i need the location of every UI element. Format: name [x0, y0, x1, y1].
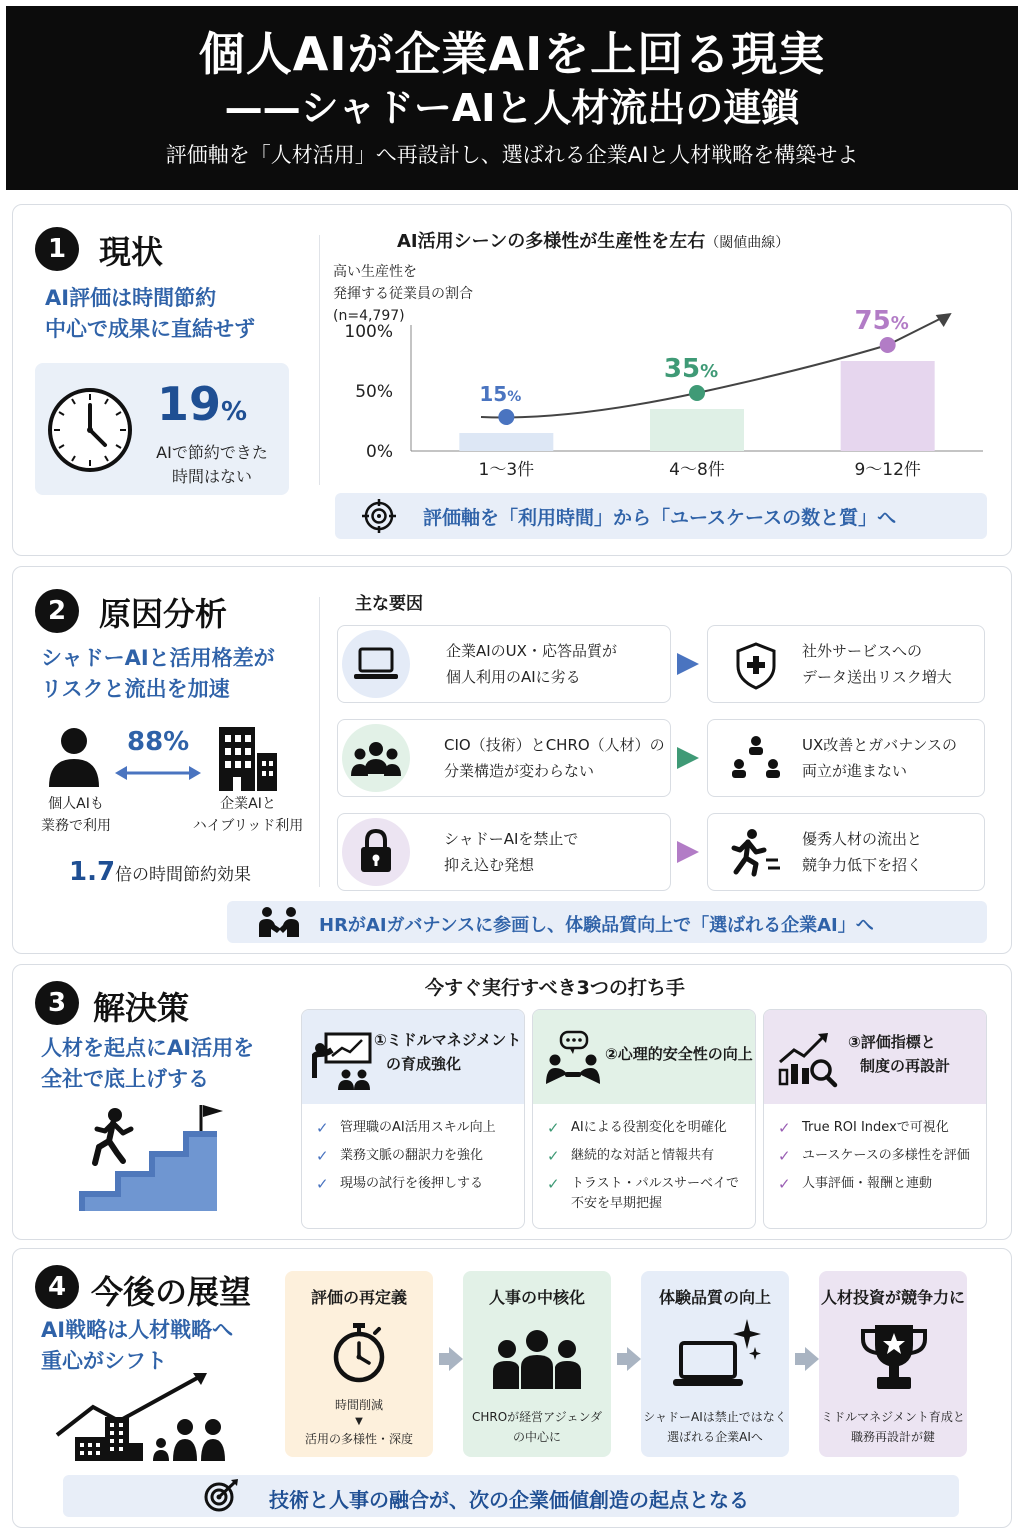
factors-label: 主な要因 — [355, 594, 423, 614]
chart-title — [397, 227, 789, 253]
factor-line: 優秀人材の流出と — [802, 830, 923, 848]
data-point — [689, 385, 705, 401]
card-text-line: 活用の多様性・深度 — [304, 1432, 413, 1446]
card-list — [547, 1118, 749, 1222]
chart-title-main: AI活用シーンの多様性が生産性を左右 — [397, 231, 706, 252]
section-title: 現状 — [99, 233, 164, 271]
chevron-icon — [439, 1353, 449, 1365]
section-subtitle — [41, 1315, 233, 1377]
bar — [650, 409, 744, 451]
factor-text — [444, 732, 665, 784]
factor-cause-2 — [337, 719, 671, 797]
label-line: 業務で利用 — [41, 818, 111, 834]
group-icon — [491, 1327, 583, 1391]
factor-line: 分業構造が変わらない — [444, 762, 595, 780]
data-label: 75% — [854, 306, 909, 336]
check-icon: ✓ — [547, 1147, 560, 1165]
card-text-line: ミドルマネジメント育成と — [821, 1410, 965, 1424]
down-arrow-icon: ▼ — [355, 1416, 363, 1427]
card-title — [374, 1028, 521, 1076]
chevron-icon — [795, 1353, 805, 1365]
banner-text: 技術と人事の融合が、次の企業価値創造の起点となる — [269, 1488, 749, 1512]
header — [6, 6, 1018, 190]
label-line: 企業AIと — [220, 796, 276, 812]
card-text-line: の中心に — [512, 1430, 561, 1444]
factor-line: 抑え込む発想 — [444, 856, 535, 874]
card-title-line: ①ミドルマネジメント — [374, 1031, 522, 1049]
stairs-flag-icon — [75, 1103, 241, 1213]
subtitle-line: シャドーAIと活用格差が — [41, 646, 275, 670]
card-text — [819, 1407, 967, 1447]
trophy-icon — [859, 1321, 929, 1393]
divider — [319, 235, 320, 485]
card-text — [463, 1407, 611, 1447]
section-number: 2 — [35, 589, 79, 633]
card-title-line: 制度の再設計 — [860, 1057, 951, 1075]
list-item — [316, 1146, 518, 1166]
card-text-line: 職務再設計が鍵 — [850, 1430, 935, 1444]
handshake-icon — [257, 905, 301, 939]
card-title: 人材投資が競争力に — [820, 1288, 965, 1307]
factor-effect-1 — [707, 625, 985, 703]
data-label-unit: % — [890, 313, 909, 334]
section-title: 解決策 — [93, 989, 190, 1027]
stat-card — [35, 363, 289, 495]
section-cause-analysis — [12, 566, 1012, 954]
stat-value — [157, 377, 247, 431]
section-outlook — [12, 1248, 1012, 1528]
growth-city-icon — [53, 1373, 239, 1463]
section-subtitle — [41, 1033, 254, 1095]
factor-line: CIO（技術）とCHRO（人材）の — [444, 736, 665, 754]
list-item — [316, 1118, 518, 1138]
check-icon: ✓ — [547, 1175, 560, 1193]
factor-text — [802, 638, 952, 690]
page-title: 個人AIが企業AIを上回る現実 — [198, 27, 826, 81]
x-tick-label: 1〜3件 — [478, 460, 535, 480]
section-title: 今後の展望 — [91, 1273, 252, 1311]
arrow-icon — [677, 653, 699, 675]
bullseye-icon — [203, 1479, 239, 1513]
factor-line: 両立が進まない — [802, 762, 908, 780]
effect-text — [69, 857, 251, 887]
data-label-unit: % — [507, 389, 522, 405]
data-label: 15% — [479, 382, 522, 406]
factor-line: 個人利用のAIに劣る — [446, 668, 581, 686]
stat-desc-line: 時間はない — [171, 467, 252, 486]
person-label — [31, 793, 121, 837]
bar — [459, 433, 553, 451]
stopwatch-icon — [331, 1321, 387, 1385]
factor-line: シャドーAIを禁止で — [444, 830, 579, 848]
stat-desc-line: AIで節約できた — [156, 443, 268, 462]
data-label-unit: % — [700, 361, 719, 382]
hierarchy-icon — [730, 734, 782, 782]
list-item — [547, 1146, 749, 1166]
outlook-card-3 — [641, 1271, 789, 1457]
factor-effect-3 — [707, 813, 985, 891]
effect-value: 1.7 — [69, 857, 116, 887]
chart-title-note: （閾値曲線） — [705, 235, 790, 251]
card-list — [316, 1118, 518, 1202]
building-icon — [217, 723, 279, 791]
x-tick-label: 4〜8件 — [669, 460, 725, 480]
factor-text — [444, 826, 578, 878]
card-title-line: ②心理的安全性の向上 — [605, 1045, 753, 1063]
card-title: 評価の再定義 — [310, 1288, 407, 1307]
check-icon: ✓ — [316, 1119, 329, 1137]
productivity-chart — [323, 255, 1003, 493]
company-label — [179, 793, 317, 837]
card-text-line: CHROが経営アジェンダ — [472, 1410, 602, 1424]
item-text: True ROI Indexで可視化 — [802, 1120, 949, 1135]
banner-text: HRがAIガバナンスに参画し、体験品質向上で「選ばれる企業AI」へ — [319, 915, 874, 936]
clock-icon — [45, 385, 135, 475]
divider — [319, 597, 320, 887]
check-icon: ✓ — [547, 1119, 560, 1137]
item-text: ユースケースの多様性を評価 — [802, 1148, 970, 1163]
section1-banner — [335, 493, 987, 539]
ylabel-line: 発揮する従業員の割合 — [333, 286, 473, 302]
check-icon: ✓ — [778, 1119, 791, 1137]
lock-icon — [358, 828, 394, 874]
shield-icon — [734, 642, 778, 690]
factor-text — [802, 732, 957, 784]
list-item — [778, 1118, 980, 1138]
label-line: ハイブリッド利用 — [192, 818, 304, 834]
section-subtitle — [41, 643, 275, 705]
section-number: 4 — [35, 1265, 79, 1309]
item-text: トラスト・パルスサーベイで不安を早期把握 — [571, 1176, 739, 1211]
label-line: 個人AIも — [48, 796, 104, 812]
chevron-icon — [617, 1353, 627, 1365]
list-item — [547, 1174, 749, 1214]
outlook-card-2 — [463, 1271, 611, 1457]
subtitle-line: 中心で成果に直結せず — [45, 317, 255, 341]
people-icon — [350, 740, 402, 778]
arrow-icon — [677, 841, 699, 863]
data-label: 35% — [663, 354, 719, 384]
card-title — [605, 1042, 753, 1066]
card-list — [778, 1118, 980, 1202]
check-icon: ✓ — [778, 1147, 791, 1165]
chevron-icon — [449, 1347, 463, 1371]
section-number: 1 — [35, 227, 79, 271]
list-item — [316, 1174, 518, 1194]
ylabel-line: (n=4,797) — [333, 308, 405, 324]
card-title-line: の育成強化 — [386, 1055, 462, 1073]
card-title: 体験品質の向上 — [658, 1288, 771, 1307]
list-item — [778, 1146, 980, 1166]
subtitle-line: 人材を起点にAI活用を — [41, 1036, 255, 1060]
ratio-value: 88% — [127, 727, 190, 757]
chart-search-icon — [776, 1032, 838, 1088]
item-text: 人事評価・報酬と連動 — [802, 1176, 933, 1191]
data-point — [880, 337, 896, 353]
factor-line: 企業AIのUX・応答品質が — [446, 642, 617, 660]
list-item — [778, 1174, 980, 1194]
card-text-line: 選ばれる企業AIへ — [667, 1430, 763, 1444]
card-text-line: 時間削減 — [334, 1398, 383, 1412]
factor-line: UX改善とガバナンスの — [802, 736, 958, 754]
section-number: 3 — [35, 981, 79, 1025]
solutions-heading: 今すぐ実行すべき3つの打ち手 — [425, 977, 685, 999]
subtitle-line: 全社で底上げする — [41, 1067, 209, 1091]
person-icon — [47, 725, 101, 789]
banner-text: 評価軸を「利用時間」から「ユースケースの数と質」へ — [423, 507, 897, 529]
section2-banner — [227, 901, 987, 943]
subtitle-line: AI評価は時間節約 — [45, 286, 217, 310]
section-title: 原因分析 — [99, 595, 228, 633]
solution-card-2 — [532, 1009, 756, 1229]
card-text — [285, 1395, 433, 1449]
stat-unit: % — [221, 397, 248, 427]
factor-text — [802, 826, 922, 878]
y-tick-label: 50% — [355, 382, 393, 402]
effect-label: 倍の時間節約効果 — [115, 865, 252, 885]
factor-line: 競争力低下を招く — [802, 856, 923, 874]
laptop-icon — [352, 646, 400, 682]
solution-card-3 — [763, 1009, 987, 1229]
card-text — [641, 1407, 789, 1447]
item-text: 管理職のAI活用スキル向上 — [340, 1120, 496, 1135]
section-current-state — [12, 204, 1012, 556]
teacher-icon — [312, 1032, 374, 1092]
chevron-icon — [805, 1347, 819, 1371]
list-item — [547, 1118, 749, 1138]
sparkle-laptop-icon — [671, 1317, 761, 1389]
factor-cause-1 — [337, 625, 671, 703]
outlook-card-1 — [285, 1271, 433, 1457]
card-title — [848, 1030, 950, 1078]
page-subtitle: ——シャドーAIと人材流出の連鎖 — [224, 86, 800, 130]
section4-banner — [63, 1475, 959, 1517]
card-text-line: シャドーAIは禁止ではなく — [643, 1410, 787, 1424]
check-icon: ✓ — [778, 1175, 791, 1193]
chevron-icon — [627, 1347, 641, 1371]
stat-number: 19 — [157, 377, 222, 431]
y-tick-label: 0% — [366, 442, 393, 462]
item-text: 業務文脈の翻訳力を強化 — [340, 1148, 484, 1163]
check-icon: ✓ — [316, 1175, 329, 1193]
card-title-line: ③評価指標と — [848, 1033, 936, 1051]
stat-description — [147, 441, 277, 489]
x-tick-label: 9〜12件 — [854, 460, 921, 480]
item-text: AIによる役割変化を明確化 — [571, 1120, 727, 1135]
chat-icon — [545, 1030, 601, 1086]
check-icon: ✓ — [316, 1147, 329, 1165]
outlook-card-4 — [819, 1271, 967, 1457]
arrow-icon — [677, 747, 699, 769]
page-tagline: 評価軸を「人材活用」へ再設計し、選ばれる企業AIと人材戦略を構築せよ — [165, 143, 859, 167]
subtitle-line: AI戦略は人材戦略へ — [41, 1318, 234, 1342]
factor-text — [446, 638, 617, 690]
factor-cause-3 — [337, 813, 671, 891]
solution-card-1 — [301, 1009, 525, 1229]
item-text: 継続的な対話と情報共有 — [571, 1148, 715, 1163]
target-icon — [361, 498, 397, 534]
double-arrow-icon — [115, 763, 201, 783]
subtitle-line: 重心がシフト — [41, 1349, 167, 1373]
section-solutions — [12, 964, 1012, 1240]
section-subtitle — [45, 283, 255, 345]
factor-line: データ送出リスク増大 — [802, 668, 952, 686]
factor-effect-2 — [707, 719, 985, 797]
subtitle-line: リスクと流出を加速 — [41, 677, 230, 701]
factor-line: 社外サービスへの — [802, 642, 923, 660]
y-tick-label: 100% — [344, 322, 393, 342]
item-text: 現場の試行を後押しする — [340, 1176, 484, 1191]
bar — [841, 361, 935, 451]
data-point — [498, 409, 514, 425]
card-title: 人事の中核化 — [488, 1288, 585, 1307]
ylabel-line: 高い生産性を — [333, 264, 417, 280]
runner-icon — [726, 828, 782, 878]
